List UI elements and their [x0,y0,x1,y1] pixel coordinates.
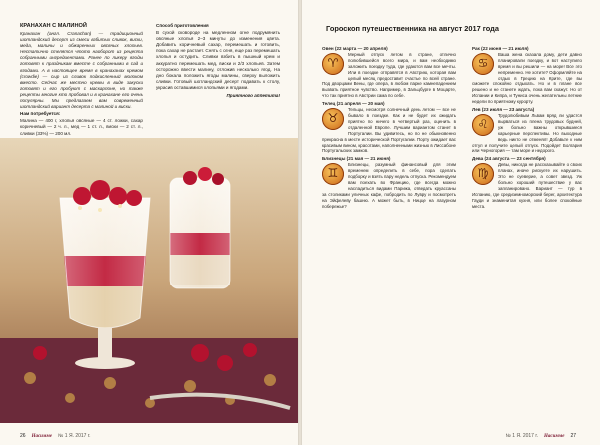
dessert-photo [0,138,298,423]
gemini-icon: ♊ [322,163,344,185]
sign-text: Трудолюбивым Львам вряд ли удастся вырваться из плена трудовых будней, уж больно важны открывшиеся карьерные перспективы. Но выходные ведь никто не отменял! Добавьте к ним отгул и получите целый отпуск. Подойдет Болгария или Черногория — там море и недорого. [472,112,582,154]
sign-title: Лев (23 июля — 23 августа) [472,107,535,113]
sign-title: Близнецы (21 мая — 21 июня) [322,156,391,162]
method-text: В сухой сковороде на медленном огне подрумянить овсяные хлопья 2–3 минуты до изменения цвета. Добавить коричневый сахар, перемешать и готовить, пока сахар не растает. Снять с огня, еще раз перемешать хлопья и остудить. Сливки взбить в пышный крем и аккуратно перемешать мед, виски и 2/3 хлопьев. Затем осторожно ввести малину, отложив несколько ягод. На дно бокала положить ягоды малины, сверху выложить сливки. Готовый шотландский десерт подавать к столу, украсив оставшимися хлопьями и ягодами. [156,30,280,90]
sign-title: Овен (22 марта — 20 апреля) [322,46,388,51]
recipe-intro: Кранахан (англ. Cranachan) — традиционный шотландский десерт из смеси взбитых сливок, виски, меда, малины и обжаренных овсяных хлопьев. Нестатично стелятся чтото наоборот из рецепта собранными ингредиентами. Ранее по ликеру ягоды готовят к праздникам вместе с собранными в сад и ягодами. А в настоящее время в кранаханах кремом (crowdie) — сыр из сливок подкисленный молоком вместо. Сейчас же местно кремы в виде закуски готовят и его пробуют с маскарпоне, но также рецепты многие кто пробовал и в кранахане его очень популярны. Мы предлагаем вам современный шотландский вариант десерта с малиной и виски. [20,31,143,110]
horoscope-column-2 [472,44,582,210]
sign-block [322,101,456,154]
cancer-icon: ♋ [472,53,494,75]
left-footer [20,433,90,439]
magazine-name: Насимме [31,433,53,439]
leo-icon: ♌ [472,114,494,136]
recipe-column-1 [20,23,143,138]
taurus-icon: ♉ [322,108,344,130]
recipe-title: КРАНАХАН С МАЛИНОЙ [20,23,87,29]
sign-title: Телец (21 апреля — 20 мая) [322,101,385,107]
aries-icon: ♈ [322,53,344,75]
virgo-icon: ♍ [472,163,494,185]
right-footer [506,433,576,439]
sign-block [472,107,582,154]
recipe-signoff: Приятного аппетита! [226,93,280,99]
method-label: Способ приготовления [156,23,209,28]
horoscope-header: Гороскоп путешественника на август 2017 года [326,24,499,33]
sign-title: Дева (24 августа — 23 сентября) [472,156,546,162]
magazine-name: Насимме [543,433,565,439]
sign-block [322,156,456,209]
sign-block [322,46,456,99]
ingredients-text: Малина — 400 г, хлопья овсяные — 4 ст. ложки, сахар коричневый — 2 ч. л., мед — 1 ст. л., виски — 2 ст. л., сливки (33%) — 200 мл. [20,118,143,136]
sign-text: Мерный отпуск летом в стране, отлично полюбившейся всего мира, и вам необходимо заложить поездку туда, где удаются вам все мечты. Или в поездке отправятся в Австрию, которая вам целый месяц предоставит счастье по всей стране. Под дворцами Вены, где опера, в любом парке камнепадением вызвать приятное чувство. Например, в Зальцбурге в Моцарте, что так приятно в Австрии сама по себе. [322,51,456,99]
recipe-column-2 [156,23,280,99]
page-number: 27 [570,433,576,439]
sign-text: Тельцы, несмотря солнечный день летом — все не бывало в поездке. Как и не будет их ожидать приятно по ничего в четвертый раз, оценить в отдаленной Европе. Лучшим вариантом станет в Португалии. Вы удивитесь, но по не обыкновенно прекрасна в месте исторической Португалии. Порту ожидает вас красивым вином, красотами, наполненными жизнью в Лиссабоне Португальских замков. [322,107,456,154]
sign-text: Ваша жена сказала дому, дети давно планировали поездку, и вот наступило время и вы решили — на море! Все это непременно. Не хотите? Оформляйте на отдых в Грецию на Крите, где вы сможете спокойно отдыхать. Но и в плане все решено и не станете ждать, пока вам скажут. Но от Испании и Кипра, и Туниса очень желательны летние недели по приятному курорту. [472,51,582,105]
right-page [302,0,600,445]
left-page [0,0,298,445]
sign-title: Рак (22 июня — 21 июля) [472,46,529,51]
sign-block [472,46,582,105]
horoscope-column-1 [322,44,456,210]
page-number: 26 [20,433,26,439]
ingredients-label: Нам потребуется: [20,111,61,117]
issue-number: № 1 Я. 2017 г. [505,433,538,439]
sign-block [472,156,582,209]
sign-text: Девы, никогда не рассказывайте о своих планах, иначе рискуете их нарушить. Это не суеверие, а совет звезд. Уж больно хороший путешествие у вас запланировано. Вариант — тур в Испанию, где средиземноморский берег, архитектура Гауди и знаменитая кухня, или более спокойные места. [472,162,582,209]
sign-text: Близнецы, разумный финансовый для этим временем определить в себе, пора сделать подборку и взять пару недель отпуска. Рекомендуем вам поехать во Францию, где всегда можно насладиться видами Парижа, отведать круассаны за столиками уличных кафе, побродить по Лувру и посмотреть на Эйфелеву башню. А может быть, в Ницце на лазурном побережье? [322,162,456,209]
issue-number: № 1 Я. 2017 г. [58,433,91,439]
